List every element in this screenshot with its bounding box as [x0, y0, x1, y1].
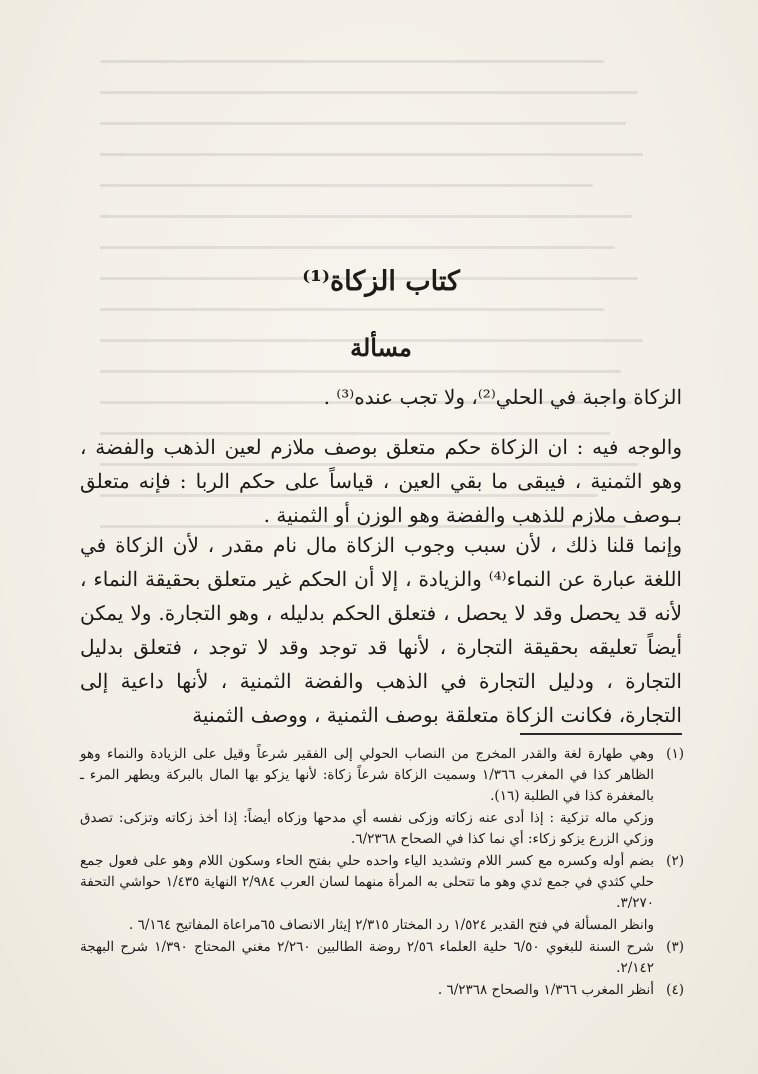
paragraph-reasoning: والوجه فيه : ان الزكاة حكم متعلق بوصف ملازم لعين الذهب والفضة ، وهو الثمنية ، فيبقى ما بقي العين ، قياساً على حكم الربا : فإنه متعلق بـوصف ملازم للذهب والفضة وهو الوزن أو الثمنية . [80, 435, 682, 527]
footnote-number: (٤) [666, 982, 684, 998]
footnote-separator [520, 733, 682, 735]
footnote-text: وهي طهارة لغة والقدر المخرج من النصاب الحولي إلى الفقير شرعاً وقيل على الزيادة والنماء وهو الظاهر كذا في المغرب ١/٣٦٦ وسميت الزكاة شرعاً زكاة: لأنها يزكو بها المال بالبركة ويطهر المرء ـ بالمغفرة كذا في الطلبة (١٦). [80, 746, 655, 804]
footnote-number: (٢) [666, 853, 684, 869]
footnote-2-continuation: وانظر المسألة في فتح القدير ١/٥٢٤ رد المختار ٢/٣١٥ إيثار الانصاف ٦٥مراعاة المفاتيح ٦/١٦٤ . [129, 917, 654, 933]
footnote-text: شرح السنة للبغوي ٦/٥٠ حلية العلماء ٢/٥٦ روضة الطالبين ٢/٢٦٠ مغني المحتاج ١/٣٩٠ شرح البهجة ٢/١٤٢. [80, 939, 655, 976]
paragraph-explanation: وإنما قلنا ذلك ، لأن سبب وجوب الزكاة مال نام مقدر ، لأن الزكاة في اللغة عبارة عن النماء⁽⁴⁾ والزيادة ، إلا أن الحكم غير متعلق بحقيقة النماء ، لأنه قد يحصل وقد لا يحصل ، فتعلق الحكم بدليله ، وهو التجارة. ولا يمكن أيضاً تعليقه بحقيقة التجارة ، لأنها قد توجد وقد لا توجد ، فتعلق بدليل التجارة ، ودليل التجارة في الذهب والفضة الثمنية ، لأنها داعية إلى التجارة، فكانت الزكاة متعلقة بوصف الثمنية ، ووصف الثمنية [80, 533, 682, 727]
footnote-3 [80, 937, 684, 979]
issue-heading: مسألة [350, 333, 412, 362]
footnotes-section [80, 744, 684, 1002]
footnote-text: أنظر المغرب ١/٣٦٦ والصحاح ٦/٢٣٦٨ . [437, 982, 654, 998]
footnote-2 [80, 851, 684, 914]
footnote-1 [80, 744, 684, 807]
footnote-number: (١) [666, 746, 684, 762]
book-title: كتاب الزكاة⁽¹⁾ [302, 266, 460, 297]
footnote-number: (٣) [666, 939, 684, 955]
footnote-1-continuation: وزكي ماله تزكية : إذا أدى عنه زكاته وزكى نفسه أي مدحها وزكاه أيضاً: إذا أخذ زكاته وتزكى: تصدق وزكي الزرع يزكو زكاء: أي نما كذا في الصحاح ٦/٢٣٦٨. [80, 810, 654, 847]
footnote-text: بضم أوله وكسره مع كسر اللام وتشديد الياء واحده حلي بفتح الحاء وسكون اللام وهو على فعول جمع حلي كثدي في جمع ثدي وهو ما تتحلى به المرأة منهما لسان العرب ٢/٩٨٤ النهاية ١/٤٣٥ حواشي التحفة ٣/٢٧٠. [80, 853, 655, 911]
paragraph-statement: الزكاة واجبة في الحلي⁽²⁾، ولا تجب عنده⁽³⁾ . [323, 385, 682, 409]
footnote-4 [80, 980, 684, 1001]
